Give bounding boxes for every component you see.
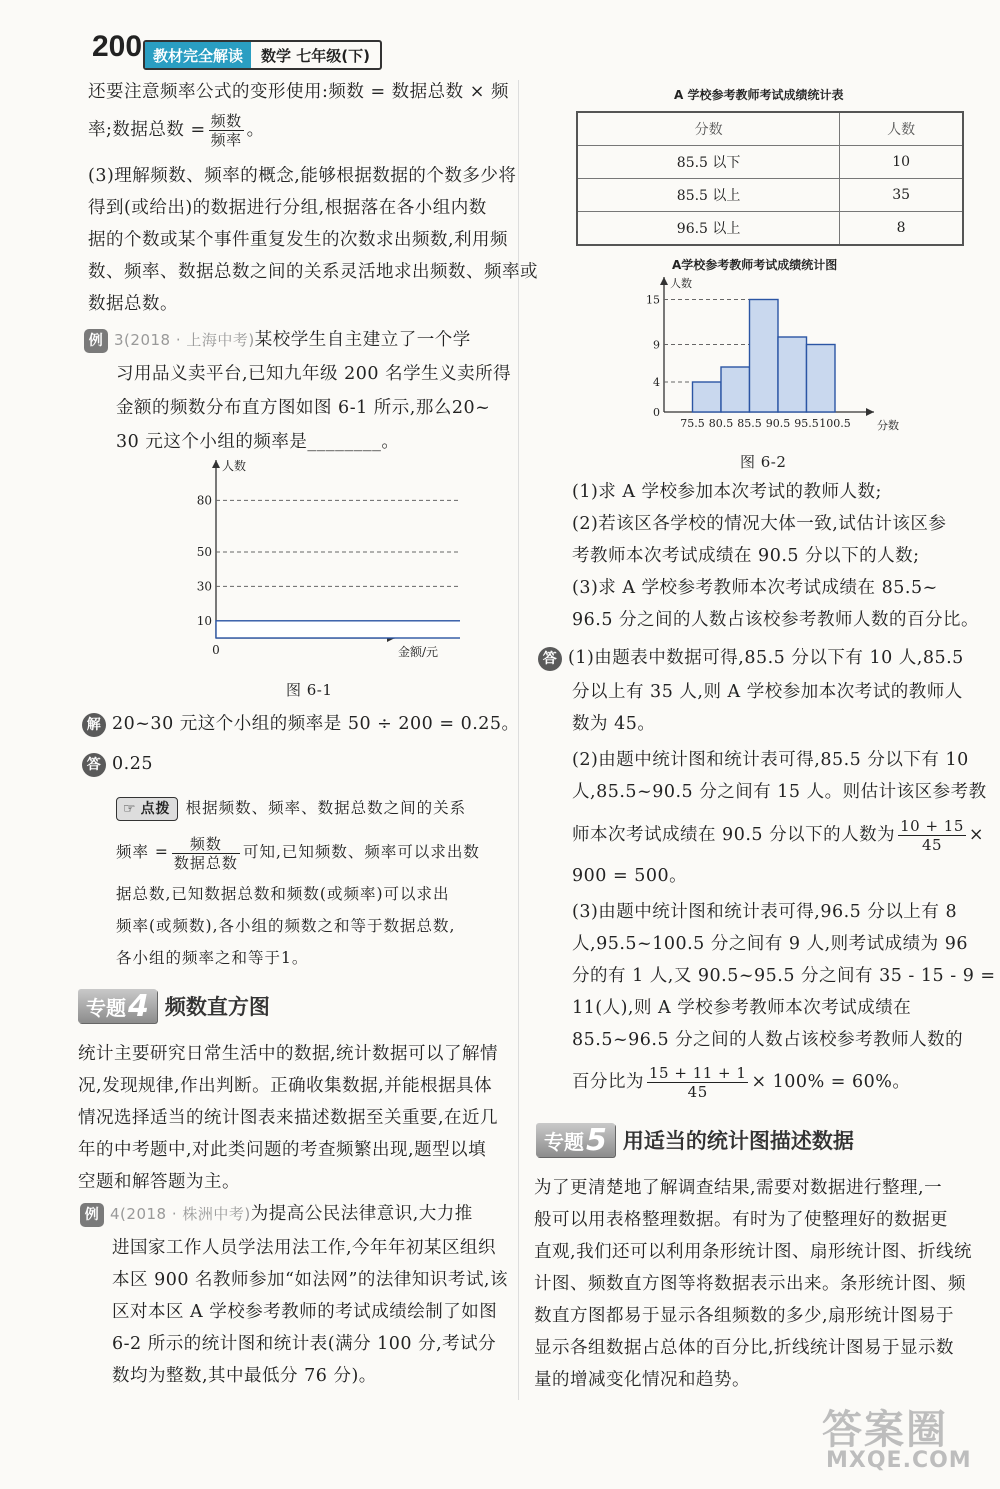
answer-line: 分的有 1 人,又 90.5~95.5 分之间有 35 - 15 - 9 =: [572, 966, 996, 986]
table-title: A 学校参考教师考试成绩统计表: [674, 88, 844, 102]
tip-line: 频率(或频数),各小组的频数之和等于数据总数,: [116, 917, 456, 935]
paragraph-line: [88, 110, 265, 150]
x-axis-label: 分数: [877, 419, 899, 432]
paragraph-line: 区对本区 A 学校参考教师的考试成绩绘制了如图: [112, 1302, 498, 1322]
score-table: [576, 111, 964, 246]
answer-line: (3)由题中统计图和统计表可得,96.5 分以上有 8: [572, 902, 958, 922]
answer-badge: 答: [538, 647, 562, 671]
table-cell: 85.5 以下: [577, 146, 840, 179]
x-tick-label: 90.5: [765, 417, 791, 430]
table-header: 分数: [577, 112, 840, 146]
histogram-bar: [721, 367, 750, 412]
numerator: 10 + 15: [900, 817, 964, 835]
page-number: 200: [92, 30, 143, 63]
text: 专题: [86, 995, 126, 1020]
text: 专题: [544, 1129, 584, 1154]
y-tick-label: 50: [196, 545, 212, 559]
fraction: [898, 817, 966, 854]
histogram-6-1: [190, 455, 460, 670]
chart-title: A学校参考教师考试成绩统计图: [672, 258, 838, 272]
answer-line: 人,95.5~100.5 分之间有 9 人,则考试成绩为 96: [572, 934, 969, 954]
fraction: [209, 112, 244, 149]
question-line: 考教师本次考试成绩在 90.5 分以下的人数;: [572, 546, 920, 566]
paragraph-line: 般可以用表格整理数据。有时为了使整理好的数据更: [534, 1210, 948, 1230]
answer-line: 人,85.5~90.5 分之间有 15 人。则估计该区参考教: [572, 782, 987, 802]
table-row: [577, 146, 963, 179]
answer-line: 11(人),则 A 学校参考教师本次考试成绩在: [572, 998, 912, 1018]
pointing-hand-icon: ☞: [123, 801, 137, 817]
x-tick-label: 85.5: [737, 417, 762, 430]
answer-line: 900 = 500。: [572, 866, 688, 886]
x-axis-label: 金额/元: [398, 645, 439, 659]
figure-caption: 图 6-2: [740, 453, 787, 471]
question-line: (2)若该区各学校的情况大体一致,试估计该区参: [572, 514, 947, 534]
paragraph-line: 空题和解答题为主。: [78, 1172, 240, 1192]
watermark-logo: 答案圈: [822, 1407, 948, 1453]
question-line: (3)求 A 学校参考教师本次考试成绩在 85.5~: [572, 578, 938, 598]
denominator: 45: [921, 836, 943, 854]
table-header-row: [577, 112, 963, 146]
topic-4-heading: [78, 988, 270, 1024]
y-tick-label: 10: [196, 613, 212, 628]
table-cell: 85.5 以上: [577, 179, 840, 212]
paragraph-line: 显示各组数据占总体的百分比,折线统计图易于显示数: [534, 1338, 955, 1358]
paragraph-line: 为了更清楚地了解调查结果,需要对数据进行整理,一: [534, 1178, 943, 1198]
paragraph-line: 习用品义卖平台,已知九年级 200 名学生义卖所得: [116, 364, 512, 384]
tip-label: [116, 797, 178, 821]
tip-line: [116, 832, 480, 872]
table-cell: 8: [840, 212, 963, 246]
text: 点拨: [140, 801, 171, 817]
text: 百分比为: [572, 1072, 644, 1092]
text: 为提高公民法律意识,大力推: [250, 1204, 473, 1224]
table-cell: 10: [840, 146, 963, 179]
paragraph-line: 统计主要研究日常生活中的数据,统计数据可以了解情: [78, 1044, 499, 1064]
paragraph-line: (3)理解频数、频率的概念,能够根据数据的个数多少将: [88, 166, 517, 186]
paragraph-line: 数、频率、数据总数之间的关系灵活地求出频数、频率或: [88, 262, 538, 282]
answer-line: 85.5~96.5 分之间的人数占该校参考教师人数的: [572, 1030, 964, 1050]
histogram-6-2: [636, 272, 906, 440]
y-tick-label: 9: [653, 338, 660, 352]
paragraph-line: 数直方图都易于显示各组频数的多少,扇形统计图易于: [534, 1306, 955, 1326]
answer-line: [538, 644, 964, 672]
text: 频率 =: [116, 843, 169, 861]
x-tick-label: 0: [212, 643, 220, 657]
y-tick-label: 4: [653, 376, 660, 389]
question-line: 96.5 分之间的人数占该校参考教师人数的百分比。: [572, 610, 980, 630]
table-header: 人数: [840, 112, 963, 146]
solution-badge: 解: [82, 713, 106, 737]
text: 20~30 元这个小组的频率是 50 ÷ 200 = 0.25。: [112, 714, 520, 734]
question-line: (1)求 A 学校参加本次考试的教师人数;: [572, 482, 882, 502]
table-cell: 35: [840, 179, 963, 212]
topic-number: 5: [586, 1122, 607, 1158]
x-tick-label: 80.5: [708, 417, 734, 430]
answer-line: [572, 1062, 910, 1102]
denominator: 数据总数: [173, 853, 238, 872]
paragraph-line: 数据总数。: [88, 294, 178, 314]
answer-line: 分以上有 35 人,则 A 学校参加本次考试的教师人: [572, 682, 963, 702]
text: 可知,已知频数、频率可以求出数: [242, 843, 480, 861]
answer: [82, 750, 153, 778]
text: ×: [968, 825, 985, 845]
tip-line: [116, 794, 466, 822]
topic-5-heading: [536, 1122, 854, 1158]
topic-badge: [78, 989, 157, 1023]
x-tick-label: 95.5: [794, 417, 819, 430]
paragraph-line: 情况选择适当的统计图表来描述数据至关重要,在近几: [78, 1108, 499, 1128]
paragraph-line: 金额的频数分布直方图如图 6-1 所示,那么20~: [116, 398, 491, 418]
y-tick-label: 80: [196, 493, 212, 508]
text: (1)由题表中数据可得,85.5 分以下有 10 人,85.5: [568, 648, 964, 668]
y-axis-arrow: [660, 277, 668, 285]
example-badge: 例: [84, 329, 108, 353]
topic-title: 频数直方图: [164, 995, 270, 1019]
y-tick-label: 0: [653, 406, 660, 419]
text: 0.25: [112, 754, 153, 774]
histogram-bar: [778, 337, 807, 412]
paragraph-line: 得到(或给出)的数据进行分组,根据落在各小组内数: [88, 198, 487, 218]
denominator: 频率: [210, 131, 242, 149]
histogram-bar: [216, 621, 460, 638]
table-row: [577, 179, 963, 212]
watermark-url: MXQE.COM: [826, 1448, 972, 1473]
paragraph-line: 量的增减变化情况和趋势。: [534, 1370, 750, 1390]
table-row: [577, 212, 963, 246]
example-badge: 例: [80, 1203, 104, 1227]
topic-number: 4: [128, 988, 149, 1024]
text: 。: [246, 120, 265, 140]
answer-badge: 答: [82, 753, 106, 777]
numerator: 15 + 11 + 1: [649, 1064, 747, 1082]
topic-badge: [536, 1123, 615, 1157]
paragraph-line: 进国家工作人员学法用法工作,今年年初某区组织: [112, 1238, 497, 1258]
y-axis-label: 人数: [670, 277, 692, 290]
text: 师本次考试成绩在 90.5 分以下的人数为: [572, 825, 896, 845]
y-axis-label: 人数: [222, 459, 247, 473]
solution: [82, 710, 520, 738]
running-header: [143, 40, 382, 70]
fraction: [172, 835, 240, 872]
paragraph-line: 数均为整数,其中最低分 76 分)。: [112, 1366, 377, 1386]
example-source: 4(2018 · 株洲中考): [110, 1205, 251, 1223]
paragraph-line: 计图、频数直方图等将数据表示出来。条形统计图、频: [534, 1274, 966, 1294]
answer-line: (2)由题中统计图和统计表可得,85.5 分以下有 10: [572, 750, 969, 770]
tip-line: 各小组的频率之和等于1。: [116, 949, 309, 967]
histogram-bar: [693, 382, 722, 412]
histogram-bar: [807, 345, 836, 413]
denominator: 45: [687, 1083, 708, 1101]
paragraph-line: 况,发现规律,作出判断。正确收集数据,并能根据具体: [78, 1076, 493, 1096]
table-cell: 96.5 以上: [577, 212, 840, 246]
text: 根据频数、频率、数据总数之间的关系: [185, 799, 467, 817]
paragraph-line: 直观,我们还可以利用条形统计图、扇形统计图、折线统: [534, 1242, 973, 1262]
y-tick-label: 30: [196, 579, 212, 594]
y-tick-label: 15: [646, 293, 660, 307]
paragraph-line: 还要注意频率公式的变形使用:频数 = 数据总数 × 频: [88, 82, 509, 102]
paragraph-line: 30 元这个小组的频率是________。: [116, 432, 400, 452]
topic-title: 用适当的统计图描述数据: [622, 1129, 854, 1153]
book-title: 教材完全解读: [145, 42, 251, 68]
numerator: 频数: [210, 112, 242, 130]
paragraph-line: 年的中考题中,对此类问题的考查频繁出现,题型以填: [78, 1140, 487, 1160]
answer-line: 数为 45。: [572, 714, 656, 734]
paragraph-line: 6-2 所示的统计图和统计表(满分 100 分,考试分: [112, 1334, 497, 1354]
tip-line: 据总数,已知数据总数和频数(或频率)可以求出: [116, 885, 450, 903]
example-4-header: [80, 1200, 473, 1228]
x-tick-label: 75.5: [680, 417, 705, 430]
x-axis-arrow: [866, 408, 874, 416]
answer-line: [572, 815, 984, 855]
x-tick-label: 100.5: [819, 417, 851, 430]
histogram-bar: [750, 300, 779, 413]
text: 某校学生自主建立了一个学: [254, 330, 471, 350]
text: 率;数据总数 =: [88, 120, 206, 140]
example-source: 3(2018 · 上海中考): [114, 331, 255, 349]
y-axis-arrow: [212, 460, 220, 468]
paragraph-line: 据的个数或某个事件重复发生的次数求出频数,利用频: [88, 230, 509, 250]
example-3-header: [84, 326, 471, 354]
paragraph-line: 本区 900 名教师参加“如法网”的法律知识考试,该: [112, 1270, 508, 1290]
figure-caption: 图 6-1: [286, 681, 333, 699]
fraction: [647, 1064, 748, 1101]
numerator: 频数: [172, 835, 240, 854]
subject-grade: 数学 七年级(下): [261, 46, 370, 65]
text: × 100% = 60%。: [751, 1072, 911, 1092]
